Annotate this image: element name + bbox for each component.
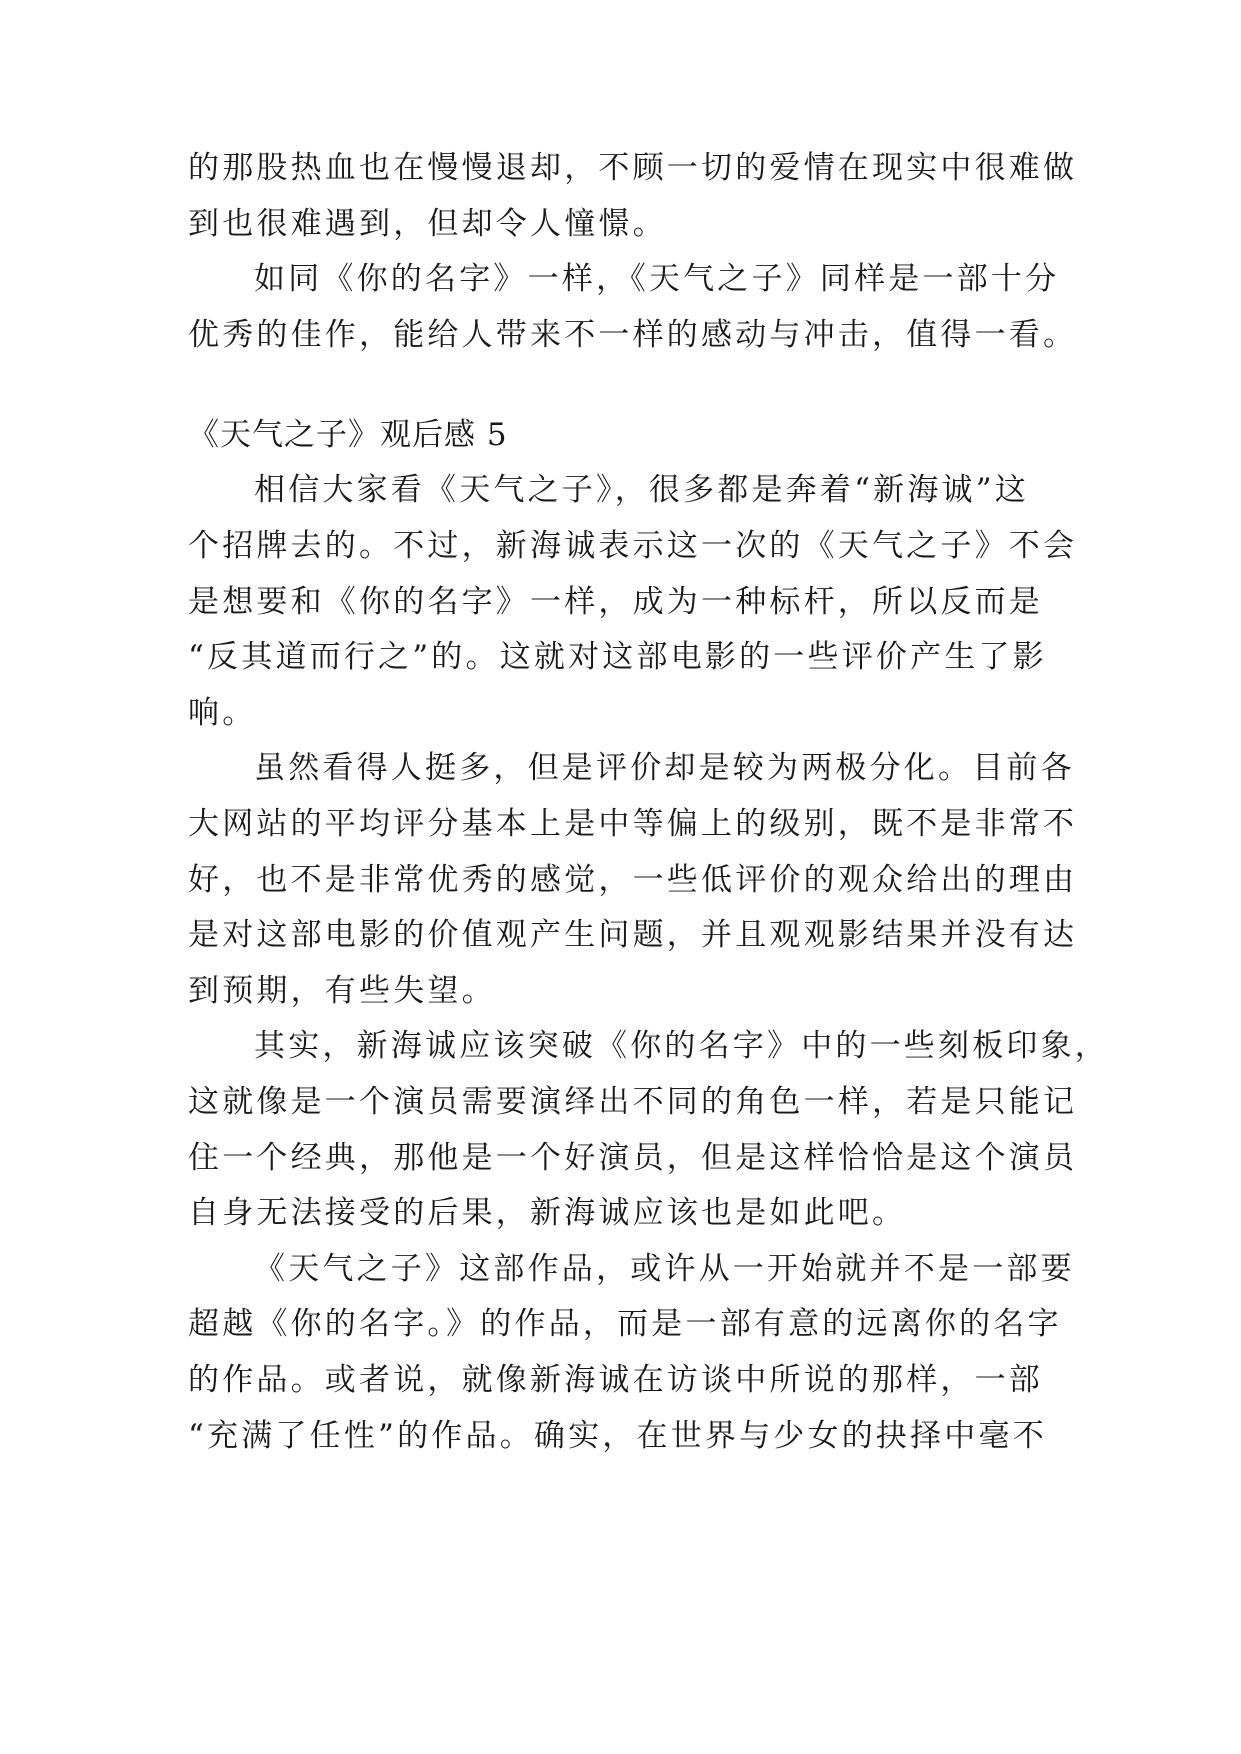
paragraph-line: 如同《你的名字》一样，《天气之子》同样是一部十分 xyxy=(254,261,1060,297)
paragraph-line: 是对这部电影的价值观产生问题，并且观观影结果并没有达 xyxy=(188,917,1078,953)
paragraph-line: 好，也不是非常优秀的感觉，一些低评价的观众给出的理由 xyxy=(188,862,1078,898)
paragraph-line: 其实，新海诚应该突破《你的名字》中的一些刻板印象， xyxy=(254,1028,1109,1064)
paragraph-line: 《天气之子》这部作品，或许从一开始就并不是一部要 xyxy=(254,1251,1075,1287)
paragraph-line: 自身无法接受的后果，新海诚应该也是如此吧。 xyxy=(188,1195,907,1231)
paragraph-line: 超越《你的名字。》的作品，而是一部有意的远离你的名字 xyxy=(188,1306,1062,1342)
paragraph-line: 这就像是一个演员需要演绎出不同的角色一样，若是只能记 xyxy=(188,1084,1078,1120)
paragraph-line: 是想要和《你的名字》一样，成为一种标杆，所以反而是 xyxy=(188,584,1043,620)
paragraph-line: 虽然看得人挺多，但是评价却是较为两极分化。目前各 xyxy=(254,750,1075,786)
paragraph-line: 的那股热血也在慢慢退却，不顾一切的爱情在现实中很难做 xyxy=(188,150,1078,186)
paragraph-line: 个招牌去的。不过，新海诚表示这一次的《天气之子》不会 xyxy=(188,528,1078,564)
paragraph-line: 大网站的平均评分基本上是中等偏上的级别，既不是非常不 xyxy=(188,806,1078,842)
paragraph-line: 到预期，有些失望。 xyxy=(188,973,496,1009)
paragraph-line: 优秀的佳作，能给人带来不一样的感动与冲击，值得一看。 xyxy=(188,317,1078,353)
paragraph-line: 相信大家看《天气之子》，很多都是奔着“新海诚”这 xyxy=(254,472,1029,508)
section-title: 《天气之子》观后感 5 xyxy=(188,417,508,453)
paragraph-line: “充满了任性”的作品。确实，在世界与少女的抉择中毫不 xyxy=(188,1418,1047,1454)
paragraph-line: “反其道而行之”的。这就对这部电影的一些评价产生了影 xyxy=(188,639,1047,675)
paragraph-line: 到也很难遇到，但却令人憧憬。 xyxy=(188,206,667,242)
paragraph-line: 响。 xyxy=(188,695,257,731)
paragraph-line: 的作品。或者说，就像新海诚在访谈中所说的那样，一部 xyxy=(188,1362,1043,1398)
paragraph-line: 住一个经典，那他是一个好演员，但是这样恰恰是这个演员 xyxy=(188,1140,1078,1176)
